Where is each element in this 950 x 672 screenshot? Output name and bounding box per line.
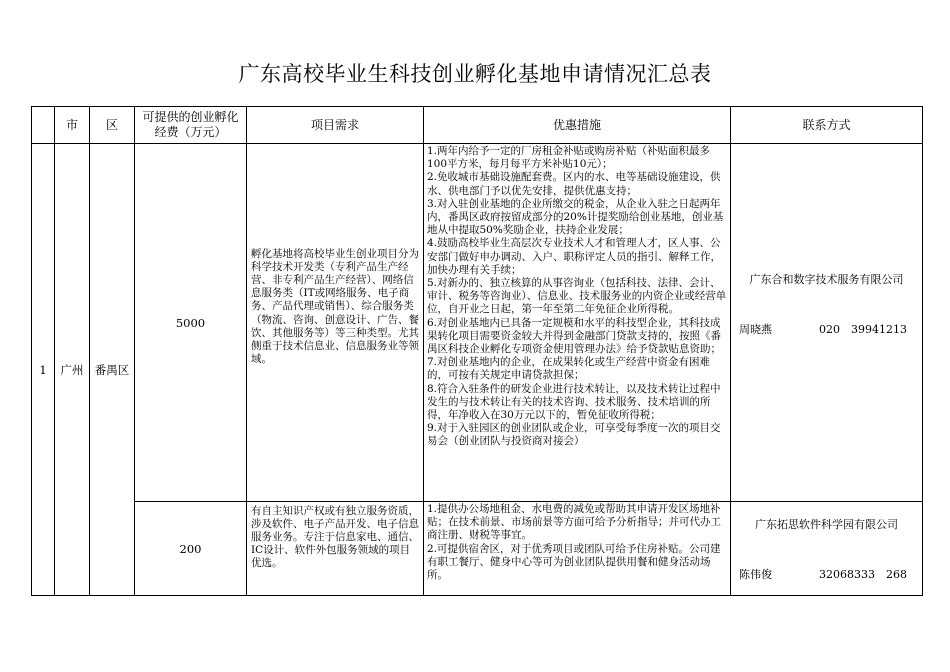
header-funding: 可提供的创业孵化经费（万元） [135,107,247,144]
funding-cell: 5000 [135,144,247,502]
policy-item: 8.符合入驻条件的研发企业进行技术转让，以及技术转让过程中发生的与技术转让有关的技术咨询、技术服务、技术培训的所得，年净收入在30万元以下的，暂免征收所得税； [427,382,721,422]
policy-item: 2.免收城市基础设施配套费。区内的水、电等基础设施建设，供水、供电部门予以优先安排，提供优惠支持； [427,171,721,197]
company-name: 广东合和数字技术服务有限公司 [749,272,904,286]
needs-cell [247,502,424,596]
header-no [32,107,55,144]
header-row [32,107,923,144]
header-contact: 联系方式 [731,107,923,144]
contact-phone: 020 39941213 [819,322,907,336]
district-cell: 番禺区 [90,144,135,596]
table-row [32,502,923,596]
policy-item: 1.提供办公场地租金、水电费的减免或帮助其申请开发区场地补贴；在技术前景、市场前景等方面可给予分析指导；并可代办工商注册、财税等事宜。 [427,503,721,542]
contact-phone: 32068333 268 [819,568,907,581]
sheet-title: 广东高校毕业生科技创业孵化基地申请情况汇总表 [238,62,712,86]
policies-cell [424,502,731,596]
header-city: 市 [55,107,90,144]
contact-person: 周晓燕 [739,322,772,336]
header-policies: 优惠措施 [424,107,731,144]
contact-cell [731,502,923,596]
table-row [32,144,923,502]
policy-item: 3.对入驻创业基地的企业所缴交的税金，从企业入驻之日起两年内，番禺区政府按留成部分的20%计提奖励给创业基地，创业基地从中提取50%奖励企业，扶持企业发展； [427,197,724,237]
header-district: 区 [90,107,135,144]
policy-item: 1.两年内给予一定的厂房租金补贴或购房补贴（补贴面积最多100平方米，每月每平方米补贴10元）； [427,145,711,171]
summary-table [31,106,923,596]
row-number: 1 [32,144,55,596]
company-name: 广东拓思软件科学园有限公司 [755,518,898,531]
funding-cell: 200 [135,502,247,596]
contact-person: 陈伟俊 [739,568,772,581]
policies-cell [424,144,731,502]
policy-item: 6.对创业基地内已具备一定规模和水平的科技型企业，其科技成果转化项目需要资金较大并得到金融部门贷款支持的，按照《番禺区科技企业孵化专项资金使用管理办法》给予贷款贴息资助； [427,316,721,356]
policy-item: 2.可提供宿舍区，对于优秀项目或团队可给予住房补贴。公司建有职工餐厅、健身中心等可为创业团队提供用餐和健身活动场所。 [427,542,721,582]
policy-item: 5.对新办的、独立核算的从事咨询业（包括科技、法律、会计、审计、税务等咨询业）、信息业、技术服务业的内资企业或经营单位，自开业之日起，第一年至第二年免征企业所得税。 [427,277,727,316]
policy-item: 4.鼓励高校毕业生高层次专业技术人才和管理人才，区人事、公安部门做好申办调动、入户、职称评定人员的指引、解释工作，加快办理有关手续； [427,237,721,276]
policies-list [424,144,730,501]
needs-text: 孵化基地将高校毕业生创业项目分为科学技术开发类（专利产品生产经营、非专利产品生产经营）、网络信息服务类（IT或网络服务、电子商务、产品代理或销售）、综合服务类（物流、咨询、创意设计、广告、餐饮、其他服务等）等三种类型。尤其侧重于技术信息业、信息服务业等领域。 [251,247,419,366]
contact-cell [731,144,923,502]
needs-cell [247,144,424,502]
policy-item: 9.对于入驻园区的创业团队或企业，可享受每季度一次的项目交易会（创业团队与投资商对接会） [427,422,721,448]
header-needs: 项目需求 [247,107,424,144]
city-cell: 广州 [55,144,90,596]
policies-list [424,502,730,594]
needs-text: 有自主知识产权或有独立服务资质，涉及软件、电子产品开发、电子信息服务业务。专注于信息家电、通信、IC设计、软件外包服务领域的项目优选。 [251,504,419,570]
policy-item: 7.对创业基地内的企业，在成果转化或生产经营中资金有困难的，可按有关规定申请贷款担保； [427,356,711,382]
